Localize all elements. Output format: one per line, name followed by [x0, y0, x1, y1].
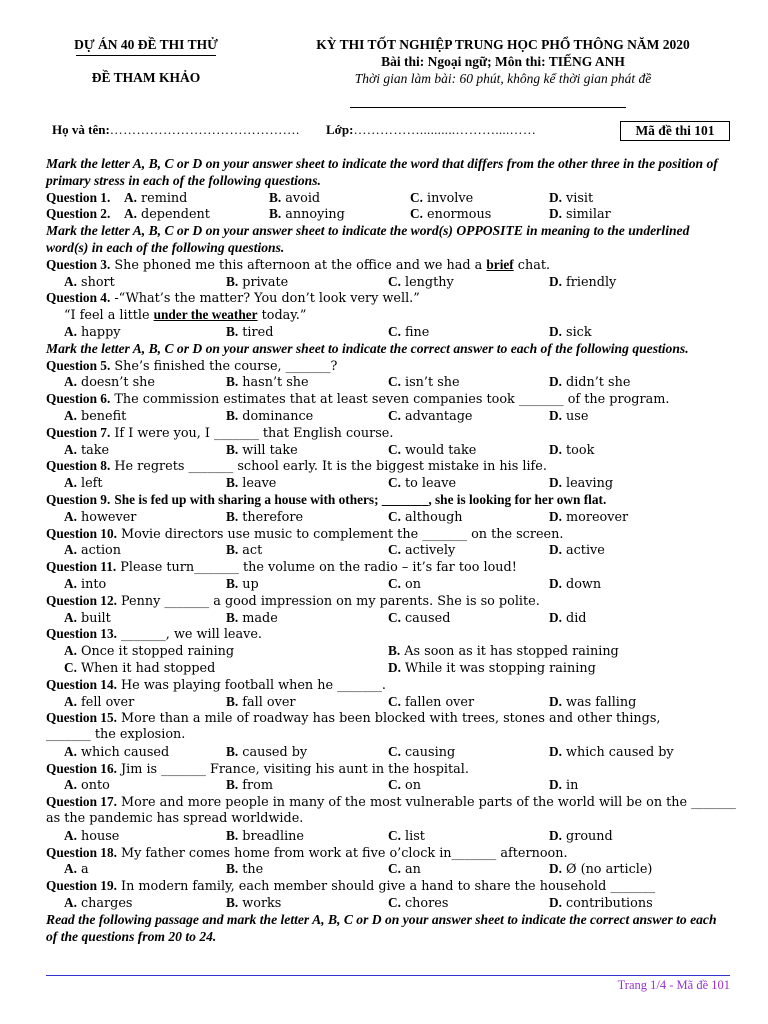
exam-title: KỲ THI TỐT NGHIỆP TRUNG HỌC PHỔ THÔNG NĂM 2020	[316, 37, 690, 52]
question-17-options: A. house B. breadline C. list D. ground	[64, 827, 613, 844]
question-16-options: A. onto B. from C. on D. in	[64, 777, 579, 794]
option-c: involve	[427, 190, 474, 206]
question-11-stem: Question 11. Please turn_______ the volume on the radio – it’s far too loud!	[46, 559, 517, 576]
question-18-options: A. a B. the C. an D. Ø (no article)	[64, 861, 653, 878]
instruction-stress: Mark the letter A, B, C or D on your answer sheet to indicate the word that differs from the other three in the position of primary stress in each of the following questions.	[46, 156, 718, 188]
project-title: DỰ ÁN 40 ĐỀ THI THỬ	[74, 37, 218, 52]
question-13-options-cd: C. When it had stopped D. While it was stopping raining	[64, 659, 596, 676]
option-a: remind	[141, 190, 188, 206]
name-dots[interactable]: …………………………………….	[109, 122, 300, 137]
question-15-options: A. which caused B. caused by C. causing D. which caused by	[64, 743, 674, 760]
question-15-stem: Question 15. More than a mile of roadway has been blocked with trees, stones and other things,	[46, 710, 661, 727]
question-15-stem-2: _______ the explosion.	[46, 727, 186, 743]
question-8-options: A. left B. leave C. to leave D. leaving	[64, 475, 614, 492]
option-a: dependent	[141, 207, 210, 223]
question-19-stem: Question 19. In modern family, each member should give a hand to share the household _______	[46, 878, 656, 895]
question-label: Question 1.	[46, 189, 111, 205]
question-18-stem: Question 18. My father comes home from work at five o’clock in_______ afternoon.	[46, 844, 568, 861]
header-left-rule	[76, 55, 216, 56]
option-b: avoid	[285, 190, 321, 206]
question-16-stem: Question 16. Jim is _______ France, visiting his aunt in the hospital.	[46, 760, 469, 777]
question-2: Question 2. A. dependent B. annoying C. enormous D. similar	[46, 206, 611, 223]
question-14-options: A. fell over B. fall over C. fallen over D. was falling	[64, 693, 637, 710]
header-left	[46, 36, 246, 53]
instruction-opposite: Mark the letter A, B, C or D on your answer sheet to indicate the word(s) OPPOSITE in meaning to the underlined word(s) in each of the following questions.	[46, 223, 690, 255]
question-3-options: A. short B. private C. lengthy D. friendly	[64, 273, 617, 290]
exam-duration: Thời gian làm bài: 60 phút, không kể thời gian phát đề	[354, 71, 652, 86]
question-5-options: A. doesn’t she B. hasn’t she C. isn’t she D. didn’t she	[64, 374, 631, 391]
question-17-stem: Question 17. More and more people in many of the most vulnerable parts of the world will be on the _______	[46, 794, 736, 811]
option-d: visit	[566, 190, 594, 206]
question-11-options: A. into B. up C. on D. down	[64, 575, 602, 592]
class-dots[interactable]: ……………..........………....……	[353, 122, 537, 137]
class-label: Lớp:	[326, 122, 354, 137]
question-14-stem: Question 14. He was playing football when he _______.	[46, 676, 386, 693]
question-10-stem: Question 10. Movie directors use music to complement the _______ on the screen.	[46, 525, 564, 542]
question-13-stem: Question 13. _______, we will leave.	[46, 626, 263, 643]
option-c: enormous	[427, 207, 492, 223]
question-19-options: A. charges B. works C. chores D. contributions	[64, 895, 653, 912]
question-10-options: A. action B. act C. actively D. active	[64, 542, 605, 559]
question-4-stem: Question 4. -“What’s the matter? You don’t look very well.”	[46, 290, 420, 307]
instruction-correct-answer: Mark the letter A, B, C or D on your answer sheet to indicate the correct answer to each of the following questions.	[46, 340, 689, 356]
question-4-options: A. happy B. tired C. fine D. sick	[64, 323, 592, 340]
page-footer: Trang 1/4 - Mã đề 101	[617, 978, 730, 992]
instruction-reading: Read the following passage and mark the letter A, B, C or D on your answer sheet to indicate the correct answer to each of the questions from 20 to 24.	[46, 911, 717, 944]
question-1: Question 1. A. remind B. avoid C. involve D. visit	[46, 189, 594, 206]
option-d: similar	[566, 207, 611, 223]
question-9-options: A. however B. therefore C. although D. moreover	[64, 508, 629, 525]
question-12-stem: Question 12. Penny _______ a good impression on my parents. She is so polite.	[46, 592, 540, 609]
exam-subject: Bài thi: Ngoại ngữ; Môn thi: TIẾNG ANH	[381, 54, 625, 69]
question-12-options: A. built B. made C. caused D. did	[64, 609, 587, 626]
question-label: Question 2.	[46, 206, 111, 222]
question-4-stem-2: “I feel a little under the weather today.”	[64, 307, 307, 324]
header-right	[276, 36, 730, 87]
question-7-stem: Question 7. If I were you, I _______ that English course.	[46, 424, 394, 441]
exam-body	[46, 156, 736, 945]
question-7-options: A. take B. will take C. would take D. took	[64, 441, 595, 458]
question-17-stem-2: as the pandemic has spread worldwide.	[46, 811, 304, 827]
option-b: annoying	[285, 207, 345, 223]
exam-code-box: Mã đề thi 101	[620, 121, 730, 141]
question-6-stem: Question 6. The commission estimates that at least seven companies took _______ of the program.	[46, 391, 670, 408]
question-13-options-ab: A. Once it stopped raining B. As soon as it has stopped raining	[64, 643, 619, 660]
reference-label: ĐỀ THAM KHẢO	[91, 70, 201, 85]
question-9-stem: Question 9. She is fed up with sharing a house with others; _______, she is looking for her own flat.	[46, 491, 607, 507]
header-right-rule	[350, 107, 626, 108]
question-8-stem: Question 8. He regrets _______ school early. It is the biggest mistake in his life.	[46, 458, 547, 475]
footer-rule	[46, 975, 730, 976]
header-left-2	[46, 69, 246, 86]
question-5-stem: Question 5. She’s finished the course, _______?	[46, 357, 338, 374]
question-6-options: A. benefit B. dominance C. advantage D. use	[64, 407, 589, 424]
name-label: Họ và tên:	[52, 122, 110, 137]
question-3-stem: Question 3. She phoned me this afternoon at the office and we had a brief chat.	[46, 256, 551, 273]
